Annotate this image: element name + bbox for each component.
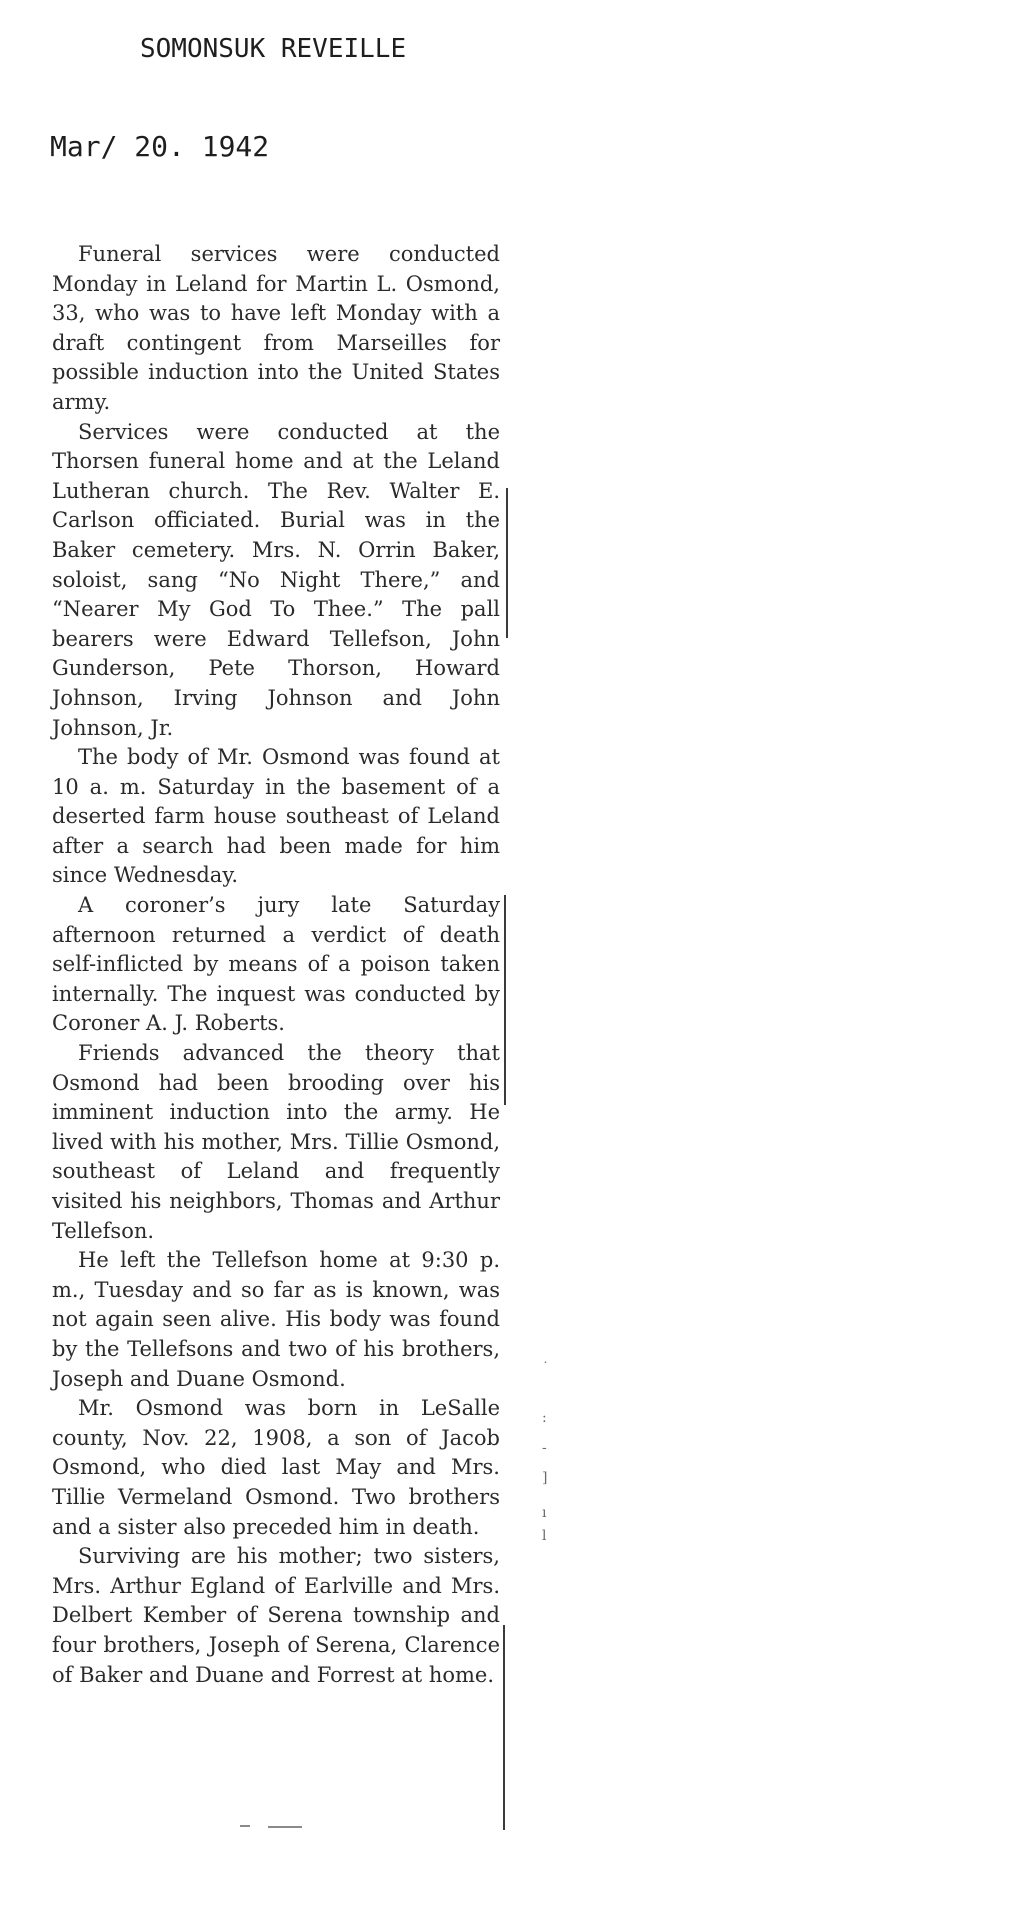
article-paragraph: A coroner’s jury late Saturday afternoon returned a verdict of death self-inflicted by means of a poison taken internally. The inquest was conducted by Coroner A. J. Roberts. — [52, 893, 500, 1036]
article-paragraph: The body of Mr. Osmond was found at 10 a. m. Saturday in the basement of a deserted farm house southeast of Leland after a search had been made for him since Wednesday. — [52, 745, 500, 888]
article-paragraph: Friends advanced the theory that Osmond had been brooding over his imminent induction into the army. He lived with his mother, Mrs. Tillie Osmond, southeast of Leland and frequently visited his neighbors, Thomas and Arthur Tellefson. — [52, 1041, 500, 1243]
column-rule — [506, 488, 508, 638]
scan-mark: l — [542, 1528, 547, 1544]
scan-mark: ˙ — [542, 1360, 549, 1376]
scan-mark — [240, 1825, 250, 1827]
scan-mark — [268, 1826, 302, 1828]
scan-mark: - — [542, 1440, 547, 1456]
scan-mark: ] — [542, 1470, 548, 1486]
article-paragraph: Mr. Osmond was born in LeSalle county, Nov. 22, 1908, a son of Jacob Osmond, who died last May and Mrs. Tillie Vermeland Osmond. Two brothers and a sister also preceded him in death. — [52, 1396, 500, 1539]
column-rule — [503, 1625, 505, 1830]
column-rule — [504, 895, 506, 1105]
clipping-date: Mar/ 20. 1942 — [50, 130, 270, 163]
article-column — [52, 240, 500, 1690]
article-paragraph: Services were conducted at the Thorsen funeral home and at the Leland Lutheran church. The Rev. Walter E. Carlson officiated. Burial was in the Baker cemetery. Mrs. N. Orrin Baker, soloist, sang “No Night There,” and “Nearer My God To Thee.” The pall bearers were Edward Tellefson, John Gunderson, Pete Thorson, Howard Johnson, Irving Johnson and John Johnson, Jr. — [52, 419, 500, 740]
article-paragraph: He left the Tellefson home at 9:30 p. m., Tuesday and so far as is known, was not again seen alive. His body was found by the Tellefsons and two of his brothers, Joseph and Duane Osmond. — [52, 1248, 500, 1391]
newspaper-name: SOMONSUK REVEILLE — [140, 34, 407, 64]
scan-mark: ı — [542, 1505, 547, 1521]
article-paragraph: Surviving are his mother; two sisters, Mrs. Arthur Egland of Earlville and Mrs. Delbert Kember of Serena township and four brothers, Joseph of Serena, Clarence of Baker and Duane and Forrest at home. — [52, 1544, 500, 1687]
scan-mark: : — [542, 1410, 547, 1426]
article-paragraph: Funeral services were conducted Monday in Leland for Martin L. Osmond, 33, who was to have left Monday with a draft contingent from Marseilles for possible induction into the United States army. — [52, 242, 500, 414]
